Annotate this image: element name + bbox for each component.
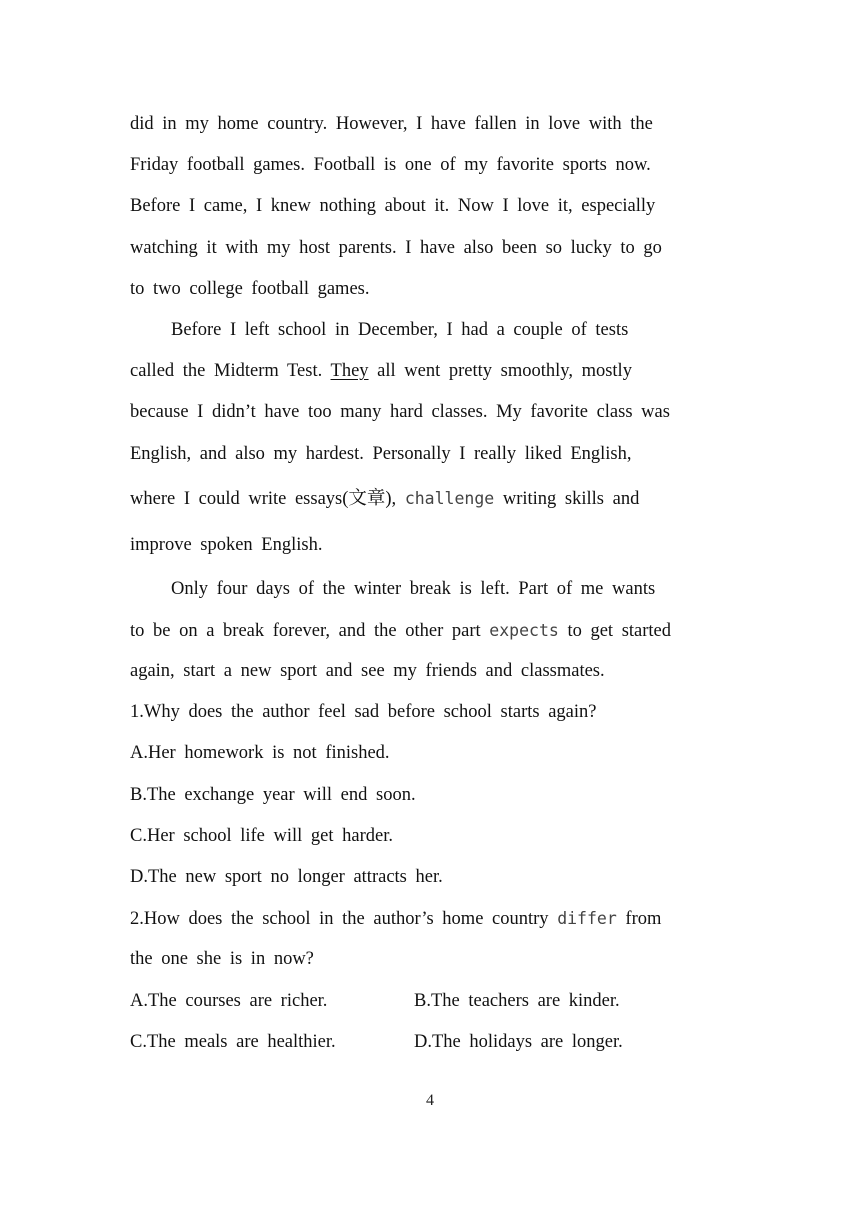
underlined-word: They <box>330 361 369 382</box>
text-segment: 2.How does the school in the author’s home country <box>130 909 558 930</box>
text-line: to two college football games. <box>130 278 370 299</box>
question-stem: 1.Why does the author feel sad before school starts again? <box>130 702 597 723</box>
document-body <box>130 104 730 1063</box>
text-line: Before I came, I knew nothing about it. Now I love it, especially <box>130 196 656 217</box>
text-line: Only four days of the winter break is left. Part of me wants <box>171 578 656 599</box>
text-line: Friday football games. Football is one of my favorite sports now. <box>130 155 651 176</box>
text-line: did in my home country. However, I have fallen in love with the <box>130 114 653 134</box>
highlighted-word: expects <box>489 620 559 640</box>
text-segment: from <box>616 909 662 930</box>
text-line: improve spoken English. <box>130 534 323 555</box>
text-line: watching it with my host parents. I have also been so lucky to go <box>130 237 662 258</box>
paragraph-1 <box>130 104 730 310</box>
option-a: A.The courses are richer. <box>130 990 328 1011</box>
question-1 <box>130 692 730 898</box>
text-segment: called the Midterm Test. <box>130 361 331 382</box>
highlighted-word: differ <box>557 909 617 929</box>
option-c: C.Her school life will get harder. <box>130 825 394 846</box>
question-stem-continued: the one she is in now? <box>130 949 314 970</box>
option-b: B.The teachers are kinder. <box>414 990 620 1011</box>
text-line: Before I left school in December, I had a couple of tests <box>171 319 629 340</box>
paragraph-2 <box>130 310 730 569</box>
text-segment: where I could write essays(文章), <box>130 488 405 509</box>
question-stem <box>130 898 730 939</box>
paragraph-3 <box>130 569 730 693</box>
text-line <box>130 475 730 522</box>
option-d: D.The holidays are longer. <box>414 1031 623 1052</box>
text-line: English, and also my hardest. Personally I really liked English, <box>130 443 632 464</box>
options-row <box>130 981 730 1022</box>
text-segment: to get started <box>558 620 672 641</box>
option-c: C.The meals are healthier. <box>130 1031 336 1052</box>
text-segment: to be on a break forever, and the other part <box>130 620 490 641</box>
text-line <box>130 610 730 651</box>
option-a: A.Her homework is not finished. <box>130 743 390 764</box>
question-2 <box>130 898 730 1063</box>
option-d: D.The new sport no longer attracts her. <box>130 867 443 887</box>
page-number: 4 <box>426 1092 434 1109</box>
text-segment: writing skills and <box>494 488 640 509</box>
option-b: B.The exchange year will end soon. <box>130 784 416 805</box>
options-row <box>130 1022 730 1063</box>
text-line: because I didn’t have too many hard classes. My favorite class was <box>130 402 670 423</box>
text-segment: all went pretty smoothly, mostly <box>368 361 632 382</box>
highlighted-word: challenge <box>404 488 495 508</box>
text-line <box>130 351 730 392</box>
text-line: again, start a new sport and see my friends and classmates. <box>130 661 605 682</box>
